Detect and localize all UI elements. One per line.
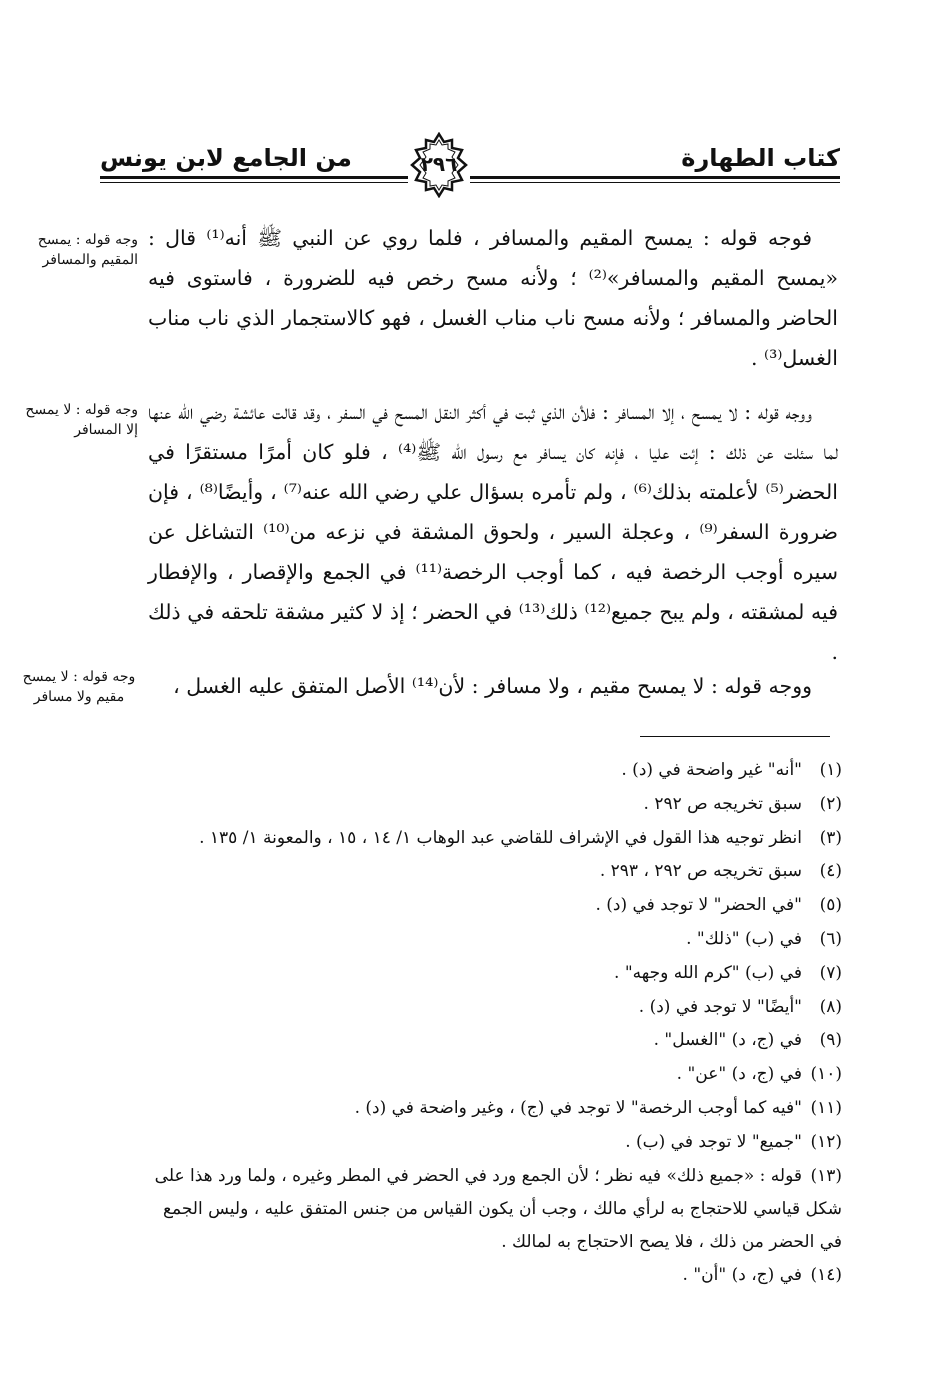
footnote-text: سبق تخريجه ص ٢٩٢ ، ٢٩٣ .: [599, 861, 802, 882]
footnote-text: "جميع" لا توجد في (ب) .: [625, 1131, 802, 1152]
footnote-number: (١٢): [810, 1131, 842, 1152]
footnote-number: (٤): [819, 861, 842, 882]
paragraph-2: [148, 392, 838, 672]
footnote-number: (٩): [819, 1030, 842, 1051]
footnote-item: [140, 1126, 842, 1160]
paragraph-3: [148, 666, 838, 706]
footnote-text: "في الحضر" لا توجد في (د) .: [595, 895, 802, 916]
footnote-text: في (ج، د) "أن" .: [682, 1264, 802, 1285]
footnote-number: (١١): [810, 1097, 842, 1118]
footnote-item: [140, 1024, 842, 1058]
margin-note-2: وجه قوله : لا يمسح إلا المسافر: [25, 402, 138, 438]
footnote-text: في (ب) "كرم الله وجهه" .: [614, 962, 802, 983]
footnote-item: [140, 788, 842, 822]
margin-note-3: وجه قوله : لا يمسح مقيم ولا مسافر: [22, 669, 136, 705]
paragraph-text: ووجه قوله : لا يمسح ، إلا المسافر : فلأن الذي ثبت في أكثر النقل المسح في السفر ، وقد قالت عائشة رضي الله عنها لما سئلت عن ذلك : إئت عليا ، فإنه كان يسافر مع رسول الله ﷺ⁽⁴⁾ ، فلو كان أمرًا مستقرًا في الحضر⁽⁵⁾ لأعلمته بذلك⁽⁶⁾ ، ولم تأمره بسؤال علي رضي الله عنه⁽⁷⁾ ، وأيضًا⁽⁸⁾ ، فإن ضرورة السفر⁽⁹⁾ ، وعجلة السير ، ولحوق المشقة في نزعه من⁽¹⁰⁾ التشاغل عن سيره أوجب الرخصة فيه ، كما أوجب الرخصة⁽¹¹⁾ في الجمع والإقصار ، والإفطار فيه لمشقته ، ولم يبح جميع⁽¹²⁾ ذلك⁽¹³⁾ في الحضر ؛ إذ لا كثير مشقة تلحقه في ذلك .: [148, 400, 838, 664]
footnote-item: [140, 1092, 842, 1126]
book-title: من الجامع لابن يونس: [100, 144, 352, 172]
footnote-item: [140, 1058, 842, 1092]
header-rule-thick: [100, 176, 840, 179]
footnote-text: "أنه" غير واضحة في (د) .: [621, 760, 802, 780]
footnote-text: في (ج، د) "الغسل" .: [653, 1030, 802, 1051]
footnote-text: في (ب) "ذلك" .: [686, 928, 802, 949]
paragraph-1: [148, 218, 838, 378]
footnote-number: (٨): [819, 996, 842, 1017]
chapter-title: كتاب الطهارة: [681, 144, 840, 172]
margin-note-1: وجه قوله : يمسح المقيم والمسافر: [37, 232, 138, 268]
footnote-number: (٢): [819, 793, 842, 814]
footnote-number: (١): [819, 760, 842, 780]
footnote-item: [140, 822, 842, 856]
footnote-text: سبق تخريجه ص ٢٩٢ .: [643, 793, 802, 814]
paragraph-text: ووجه قوله : لا يمسح مقيم ، ولا مسافر : لأن⁽¹⁴⁾ الأصل المتفق عليه الغسل ،: [173, 674, 812, 698]
footnote-item: [140, 991, 842, 1025]
footnote-number: (٣): [819, 827, 842, 848]
footnotes-list: [140, 754, 842, 1292]
footnote-number: (٦): [819, 928, 842, 949]
footnote-text: "فيه كما أوجب الرخصة" لا توجد في (ج) ، وغير واضحة في (د) .: [354, 1097, 802, 1118]
footnote-item: [140, 754, 842, 788]
footnote-item: [140, 923, 842, 957]
paragraph-text: فوجه قوله : يمسح المقيم والمسافر ، فلما روي عن النبي ﷺ أنه⁽¹⁾ قال : «يمسح المقيم والمسافر»⁽²⁾ ؛ ولأنه مسح رخص فيه للضرورة ، فاستوى فيه الحاضر والمسافر ؛ ولأنه مسح ناب مناب الغسل ، فهو كالاستجمار الذي ناب مناب الغسل⁽³⁾ .: [148, 226, 838, 370]
footnote-item: [140, 855, 842, 889]
page-header: [100, 140, 840, 180]
footnote-separator: [640, 736, 830, 737]
footnote-text: قوله : «جميع ذلك» فيه نظر ؛ لأن الجمع ورد في الحضر في المطر وغيره ، ولما ورد هذا على شكل قياسي للاحتجاج به لرأي مالك ، وجب أن يكون القياس من جنس المتفق عليه ، وليس الجمع في الحضر من ذلك ، فلا يصح الاحتجاج به لمالك .: [154, 1165, 842, 1252]
footnote-text: في (ج، د) "عن" .: [676, 1064, 802, 1085]
footnote-number: (٧): [819, 962, 842, 983]
page-number-ornament: [408, 132, 470, 198]
footnote-item: [140, 1160, 842, 1259]
footnote-item: [140, 889, 842, 923]
footnote-number: (١٣): [810, 1165, 842, 1186]
footnote-item: [140, 1259, 842, 1293]
header-rule-thin: [100, 182, 840, 183]
footnote-number: (١٤): [810, 1264, 842, 1285]
footnote-text: انظر توجيه هذا القول في الإشراف للقاضي عبد الوهاب ١/ ١٤ ، ١٥ ، والمعونة ١/ ١٣٥ .: [199, 827, 802, 848]
footnote-number: (١٠): [810, 1064, 842, 1085]
footnote-text: "أيضًا" لا توجد في (د) .: [638, 996, 802, 1017]
footnote-item: [140, 957, 842, 991]
page-number: ٢٩٦: [420, 152, 458, 176]
footnote-number: (٥): [819, 895, 842, 916]
